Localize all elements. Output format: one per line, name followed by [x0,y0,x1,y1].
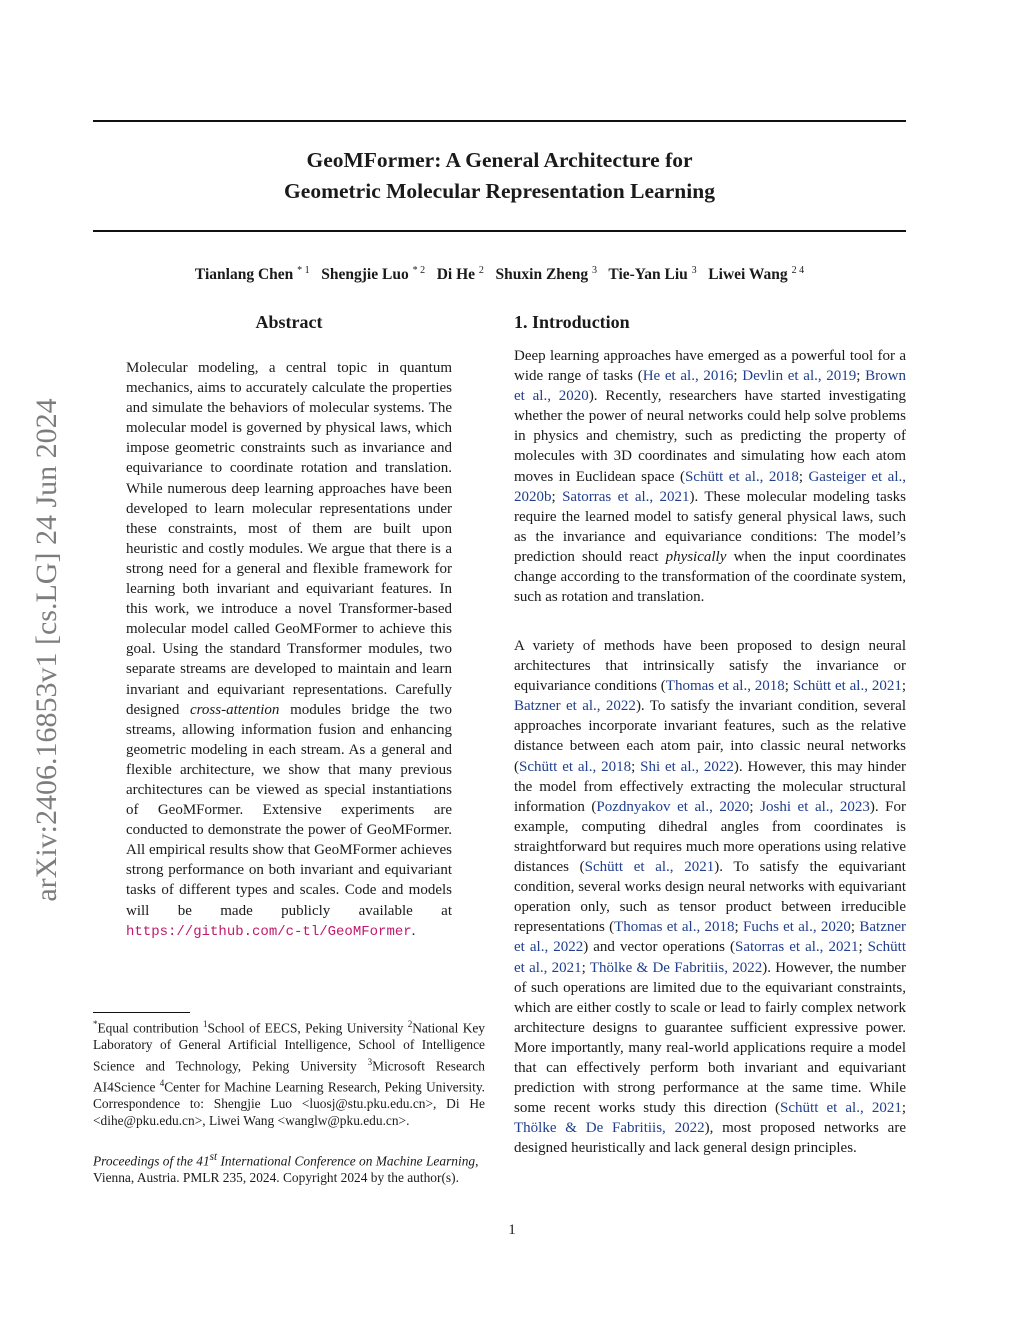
citation-link[interactable]: Joshi et al., 2023 [760,798,870,815]
citation-link[interactable]: Pozdnyakov et al., 2020 [596,798,750,815]
paper-title-line-2: Geometric Molecular Representation Learning [284,179,715,203]
text-run: ; [734,919,743,936]
text-run: ). However, this may hinder the model from effectively extracting the molecular structural information ( [514,758,906,815]
text-run: ; [901,1100,906,1117]
emphasis: cross-attention [189,701,280,718]
text-run: Deep learning approaches have emerged as a powerful tool for a wide range of tasks ( [514,348,906,385]
text-run: ). To satisfy the invariant condition, several approaches incorporate invariant features, such as the relative distance between each atom pair, into classic neural networks ( [514,698,906,775]
citation-link[interactable]: Shi et al., 2022 [640,758,734,775]
text-run: ). Recently, researchers have started investigating whether the power of neural networks could help solve problems in physics and chemistry, such as predicting the property of molecules with 3D coordinates and simulating how each atom moves in Euclidean space ( [514,388,907,485]
code-link[interactable]: https://github.com/c-tl/GeoMFormer [126,923,412,940]
citation-link[interactable]: Gasteiger et al., 2020b [514,468,907,505]
top-rule [93,120,906,122]
citation-link[interactable]: Schütt et al., 2021 [780,1100,902,1117]
citation-link[interactable]: Brown et al., 2020 [514,368,906,405]
citation-link[interactable]: Schütt et al., 2021 [584,859,715,876]
citation-link[interactable]: Thomas et al., 2018 [614,919,735,936]
abstract-body: Molecular modeling, a central topic in quantum mechanics, aims to accurately calculate the properties and simulate the behaviors of molecular systems. The molecular model is governed by physical laws, which impose geometric constraints such as invariance and equivariance to coordinate rotation and translation. While numerous deep learning approaches have been developed to learn molecular representations under these constraints, most of them are built upon heuristic and costly modules. We argue that there is a strong need for a general and flexible framework for learning both invariant and equivariant features. In this work, we introduce a novel Transformer-based molecular model called GeoMFormer to achieve this goal. Using the standard Transformer modules, two separate streams are developed to maintain and learn invariant and equivariant representations. Carefully designed cross-attention modules bridge the two streams, allowing information fusion and enhancing geometric modeling in each stream. As a general and flexible architecture, we show that many previous architectures can be viewed as special instantiations of GeoMFormer. Extensive experiments are conducted to demonstrate the power of GeoMFormer. All empirical results show that GeoMFormer achieves strong performance on both invariant and equivariant tasks of different types and scales. Code and models will be made publicly available at https://github.com/c-tl/GeoMFormer. [126,360,453,940]
text-run: ; [784,678,793,695]
text-run: ). These molecular modeling tasks require the learned model to satisfy general physical laws, such as the invariance and equivariance conditions: The model’s prediction should react [514,488,906,565]
citation-link[interactable]: Thölke & De Fabritiis, 2022 [589,959,763,976]
citation-link[interactable]: He et al., 2016 [642,368,734,385]
citation-link[interactable]: Fuchs et al., 2020 [742,919,851,936]
text-run: ), most proposed networks are designed heuristically and lack general design principles. [514,1120,906,1157]
author-list [93,265,906,284]
text-run: ; [798,468,809,485]
abstract-heading: Abstract [255,312,323,332]
text-run: ) and vector operations ( [583,939,736,956]
proceedings-note: Proceedings of the 41st International Conference on Machine Learning, Vienna, Austria. PMLR 235, 2024. Copyright 2024 by the author(s). [93,1151,479,1186]
title-bottom-rule [93,230,906,232]
paper-title-line-1: GeoMFormer: A General Architecture for [306,148,693,172]
author: Shuxin Zheng $^3$ [495,265,598,284]
text-run: ; [551,488,563,505]
text-run: ; [858,939,868,956]
text-run: ; [749,798,761,815]
citation-link[interactable]: Schütt et al., 2021 [514,939,907,976]
citation-link[interactable]: Schütt et al., 2021 [792,678,902,695]
page-number: 1 [508,1222,516,1238]
intro-paragraph-2 [514,636,906,1158]
text-run: A variety of methods have been proposed to design neural architectures that intrinsically satisfy the invariance or equivariance conditions ( [514,638,906,695]
text-run: ; [631,758,641,775]
text-run: ; [856,368,866,385]
citation-link[interactable]: Devlin et al., 2019 [742,368,857,385]
footnote-rule [93,1012,190,1013]
text-run: ; [850,919,860,936]
text-run: ). However, the number of such operations are limited due to the equivariant constraints, which are either costly to scale or lead to fairly complex network architecture designs to guarantee sufficient expressive power. More importantly, many real-world applications require a model that can effectively perform both invariant and equivariant prediction with strong performance at the same time. While some recent works study this direction ( [514,959,906,1117]
citation-link[interactable]: Satorras et al., 2021 [735,939,859,956]
author: Di He $^2$ [436,265,484,284]
citation-link[interactable]: Satorras et al., 2021 [562,488,690,505]
citation-link[interactable]: Schütt et al., 2018 [684,468,799,485]
citation-link[interactable]: Thomas et al., 2018 [665,678,785,695]
text-run: ). For example, computing dihedral angles from coordinates is straightforward but requires much more operations using relative distances ( [514,798,906,876]
text-run: ). To satisfy the equivariant condition, several works design neural networks with equivariant operation only, such as tensor product between irreducible representations ( [514,859,906,936]
text-run: when the input coordinates change according to the transformation of the coordinate system, such as rotation and translation. [514,548,906,606]
author: Tie-Yan Liu $^3$ [608,265,697,284]
citation-link[interactable]: Thölke & De Fabritiis, 2022 [514,1120,705,1137]
citation-link[interactable]: Batzner et al., 2022 [514,698,636,715]
intro-paragraph-1 [514,346,906,607]
text-run: ; [581,959,590,976]
arxiv-side-stamp: arXiv:2406.16853v1 [cs.LG] 24 Jun 2024 [30,398,63,902]
citation-link[interactable]: Batzner et al., 2022 [514,919,907,956]
author: Tianlang Chen $^{* 1}$ [194,265,310,284]
emphasis: physically [665,548,727,565]
text-run: ; [733,368,743,385]
introduction-heading: 1. Introduction [514,312,630,332]
author: Shengjie Luo $^{* 2}$ [321,265,426,284]
citation-link[interactable]: Schütt et al., 2018 [519,758,632,775]
affiliations-footnote: *Equal contribution $^1$School of EECS, Peking University $^2$National Key Laboratory of General Artificial Intelligence, School of Intelligence Science and Technology, Peking University $^3$Microsoft Research AI4Science $^4$Center for Machine Learning Research, Peking University. Correspondence to: Shengjie Luo <luosj@stu.pku.edu.cn>, Di He <dihe@pku.edu.cn>, Liwei Wang <wanglw@pku.edu.cn>. [93,1019,486,1128]
author: Liwei Wang $^{2 4}$ [708,265,805,284]
text-run: ; [901,678,906,695]
